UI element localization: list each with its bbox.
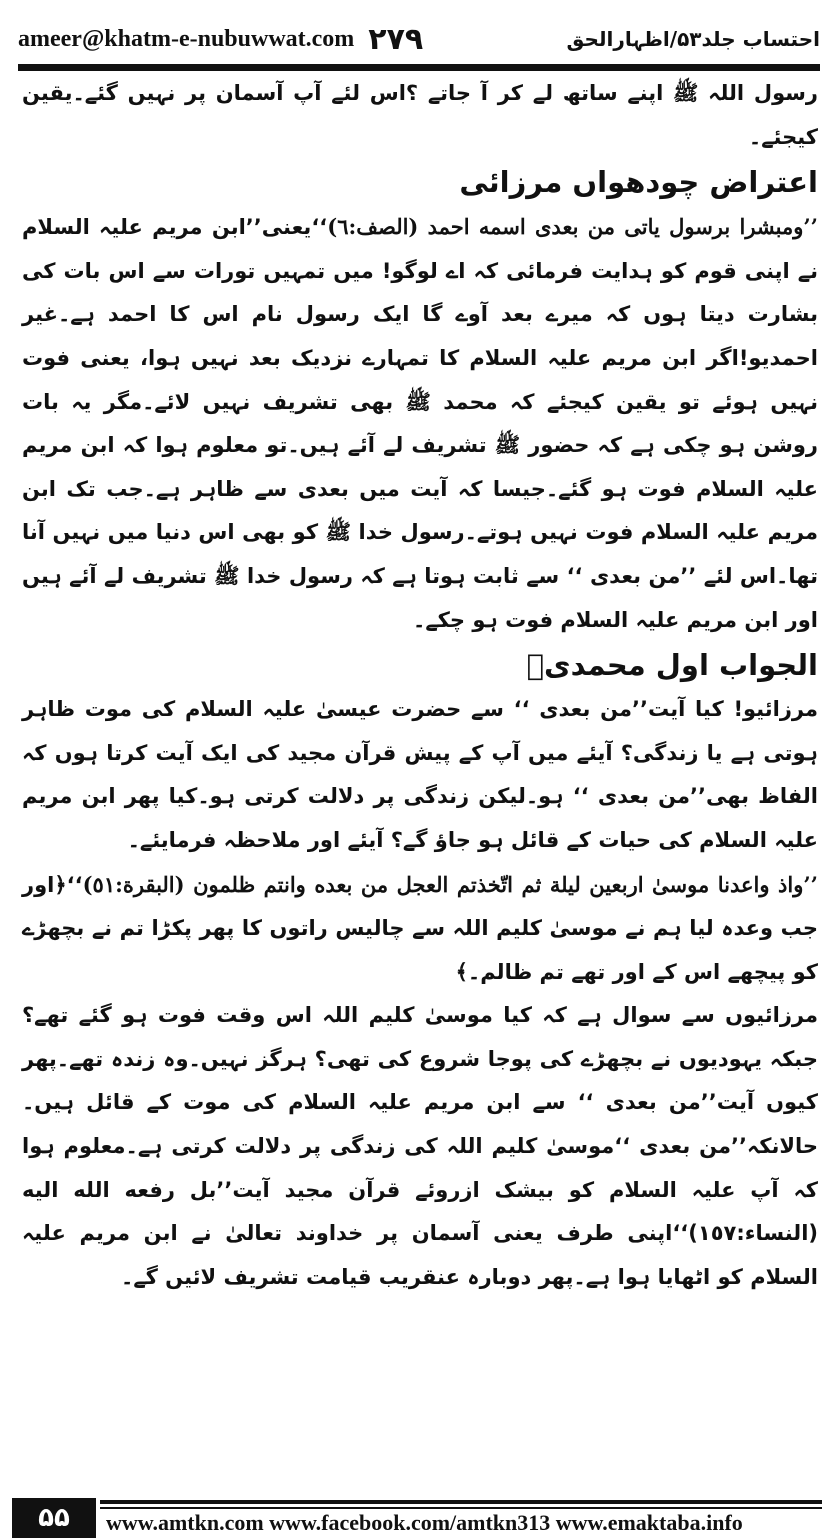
paragraph-verse [22, 863, 818, 995]
paragraph-objection [22, 205, 818, 642]
footer-rule-thin [100, 1507, 822, 1509]
footer-links: www.amtkn.com www.facebook.com/amtkn313 www.emaktaba.info [106, 1510, 743, 1535]
verse-quote: ’’واذ واعدنا موسیٰ اربعین لیلة ثم اتّخذتم العجل من بعده وانتم ظلمون (البقرة:٥١) [82, 871, 818, 897]
footer-page-badge: ۵۵ [12, 1498, 96, 1538]
body-text [22, 72, 818, 1472]
page-header [18, 14, 820, 64]
answer-2-end: ‘‘اپنی طرف یعنی آسمان پر خداوند تعالیٰ نے ابن مریم علیہ السلام کو اٹھایا ہوا ہے۔پھر دوبارہ عنقریب قیامت تشریف لائیں گے۔ [22, 1221, 818, 1289]
objection-text: ‘‘یعنی’’ابن مریم علیہ السلام نے اپنی قوم کو ہدایت فرمائی کہ اے لوگو! میں تمہیں تورات سے اس بات کی بشارت دیتا ہوں کہ میرے بعد آوے گا ایک رسول نام اس کا احمد ہے۔غیر احمدیو!اگر ابن مریم علیہ السلام کا تمہارے نزدیک بعد نہیں ہوا، یعنی فوت نہیں ہوئے تو یقین کیجئے کہ محمد ﷺ بھی تشریف نہیں لائے۔مگر یہ بات روشن ہو چکی ہے کہ حضور ﷺ تشریف لے آئے ہیں۔تو معلوم ہوا کہ ابن مریم علیہ السلام فوت ہو گئے۔جیسا کہ آیت میں بعدی سے ظاہر ہے۔جب تک ابن مریم علیہ السلام فوت نہیں ہوتے۔رسول خدا ﷺ کو بھی اس دنیا میں نہیں آنا تھا۔اس لئے ’’من بعدی ‘‘ سے ثابت ہوتا ہے کہ رسول خدا ﷺ تشریف لے آئے ہیں اور ابن مریم علیہ السلام فوت ہو چکے۔ [22, 215, 818, 632]
header-page-number: ۲۷۹ [368, 21, 424, 57]
header-email: ameer@khatm-e-nubuwwat.com [18, 25, 355, 52]
paragraph-answer-2 [22, 994, 818, 1299]
heading-objection: اعتراض چودھواں مرزائی [459, 165, 818, 200]
footer-rule-thick [100, 1500, 822, 1504]
header-running-title: احتساب جلد۵۳/اظہارالحق [566, 27, 820, 51]
heading-answer: الجواب اول محمدیؐ [526, 648, 818, 683]
paragraph-answer-1: مرزائیو! کیا آیت’’من بعدی ‘‘ سے حضرت عیسیٰ علیہ السلام کی موت ظاہر ہوتی ہے یا زندگی؟ آیئے میں آپ کے پیش قرآن مجید کی ایک آیت کرتا ہوں کہ الفاظ بھی’’من بعدی ‘‘ ہو۔لیکن زندگی پر دلالت کرتی ہو۔کیا پھر ابن مریم علیہ السلام کی حیات کے قائل ہو جاؤ گے؟ آیئے اور ملاحظہ فرمایئے۔ [22, 697, 818, 852]
paragraph-top: رسول اللہ ﷺ اپنے ساتھ لے کر آ جاتے ؟اس لئے آپ آسمان پر نہیں گئے۔یقین کیجئے۔ [22, 81, 818, 149]
page-footer [12, 1496, 822, 1538]
answer-2-main: مرزائیوں سے سوال ہے کہ کیا موسیٰ کلیم اللہ اس وقت فوت ہو گئے تھے؟ جبکہ یہودیوں نے بچھڑے کی پوجا شروع کی تھی؟ ہرگز نہیں۔وہ زندہ تھے۔پھر کیوں آیت’’من بعدی ‘‘ سے ابن مریم علیہ السلام کی موت کے قائل ہیں۔حالانکہ’’من بعدی ‘‘موسیٰ کلیم اللہ کی زندگی پر دلالت کرتی ہے۔معلوم ہوا کہ آپ علیہ السلام کو بیشک ازروئے قرآن مجید آیت’’بل رفعه الله اليه (النساء:١٥٧) [22, 1003, 818, 1246]
header-left [18, 22, 423, 57]
verse-translation: ‘‘﴿اور جب وعدہ لیا ہم نے موسیٰ کلیم اللہ سے چالیس راتوں کا پھر پکڑا تم نے بچھڑے کو پیچھے اس کے اور تھے تم ظالم۔﴾ [22, 872, 818, 984]
objection-quote: ’’ومبشرا برسول یاتی من بعدی اسمه احمد (الصف:٦) [327, 214, 818, 240]
header-rule [18, 64, 820, 71]
